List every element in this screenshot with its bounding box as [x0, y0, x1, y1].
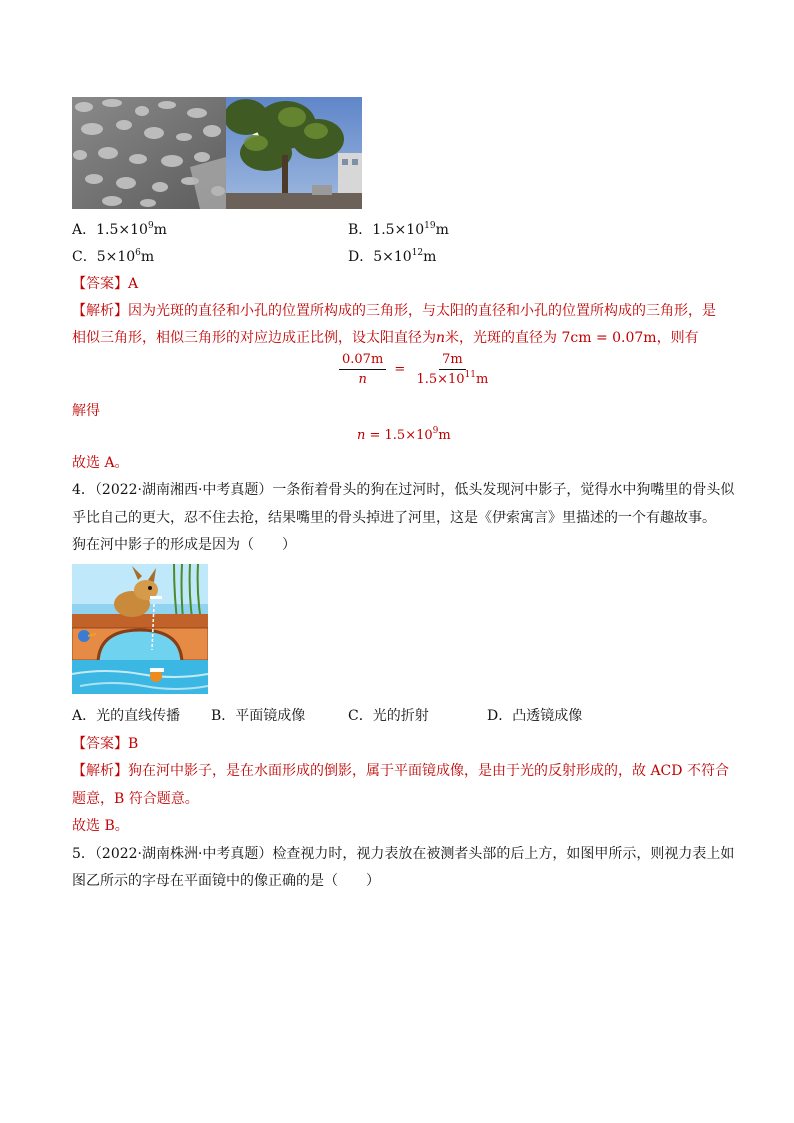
q4-stem-line1: 4．（2022·湖南湘西·中考真题）一条衔着骨头的狗在过河时，低头发现河中影子，觉得水中狗嘴里的骨头似 [72, 482, 735, 498]
q4-option-b[interactable]: B．平面镜成像 [211, 708, 306, 724]
q3-option-c[interactable]: C．$5\times 10^6m$ [72, 248, 155, 265]
tree-sky-photo [226, 97, 362, 209]
answer-label: 【答案】 [72, 736, 128, 752]
q3-proportion-equation: $\frac{0.07m}{n}$ = $\frac{7m}{1.5\times 10^{11}m}$ [339, 352, 491, 387]
q4-conclusion: 故选 B。 [72, 818, 129, 834]
q5-stem-line1: 5．（2022·湖南株洲·中考真题）检查视力时，视力表放在被测者头部的后上方，如图甲所示，则视力表上如 [72, 846, 735, 862]
q4-analysis-line2: 题意，B 符合题意。 [72, 791, 199, 807]
fraction-right: $\frac{7m}{1.5\times 10^{11}m}$ [416, 352, 489, 387]
q3-answer [72, 273, 138, 293]
answer-value: B [128, 736, 139, 752]
q4-option-d[interactable]: D．凸透镜成像 [487, 708, 583, 724]
light-spots-photo [72, 97, 226, 209]
q3-analysis-line1: 【解析】因为光斑的直径和小孔的位置所构成的三角形，与太阳的直径和小孔的位置所构成的三角形，是 [72, 303, 716, 319]
q4-stem-line3: 狗在河中影子的形成是因为（ ） [72, 537, 296, 553]
q3-option-a[interactable]: A．$1.5\times 10^9m$ [72, 221, 167, 238]
q3-conclusion: 故选 A。 [72, 455, 129, 471]
q4-answer [72, 733, 138, 753]
q4-option-a[interactable]: A．光的直线传播 [72, 708, 181, 724]
q4-stem-line2: 乎比自己的更大，忍不住去抢，结果嘴里的骨头掉进了河里，这是《伊索寓言》里描述的一个有趣故事。 [72, 510, 716, 526]
q5-stem-line2: 图乙所示的字母在平面镜中的像正确的是（ ） [72, 873, 380, 889]
q3-option-d[interactable]: D．$5\times 10^{12}m$ [348, 248, 437, 265]
q4-option-c[interactable]: C．光的折射 [348, 708, 429, 724]
dog-bridge-illustration [72, 564, 208, 694]
q3-option-b[interactable]: B．$1.5\times 10^{19}m$ [348, 221, 449, 238]
q4-analysis-line1: 【解析】狗在河中影子，是在水面形成的倒影，属于平面镜成像，是由于光的反射形成的，故 ACD 不符合 [72, 763, 729, 779]
answer-label: 【答案】 [72, 276, 128, 292]
fraction-left: $\frac{0.07m}{n}$ [339, 352, 386, 387]
q3-result: $n = 1.5\times 10^9m$ [357, 426, 451, 443]
q3-analysis-line2: 相似三角形，相似三角形的对应边成正比例，设太阳直径为n米，光斑的直径为 7cm = 0.07m，则有 [72, 330, 699, 346]
q3-solve-label: 解得 [72, 403, 100, 419]
answer-value: A [128, 276, 139, 292]
